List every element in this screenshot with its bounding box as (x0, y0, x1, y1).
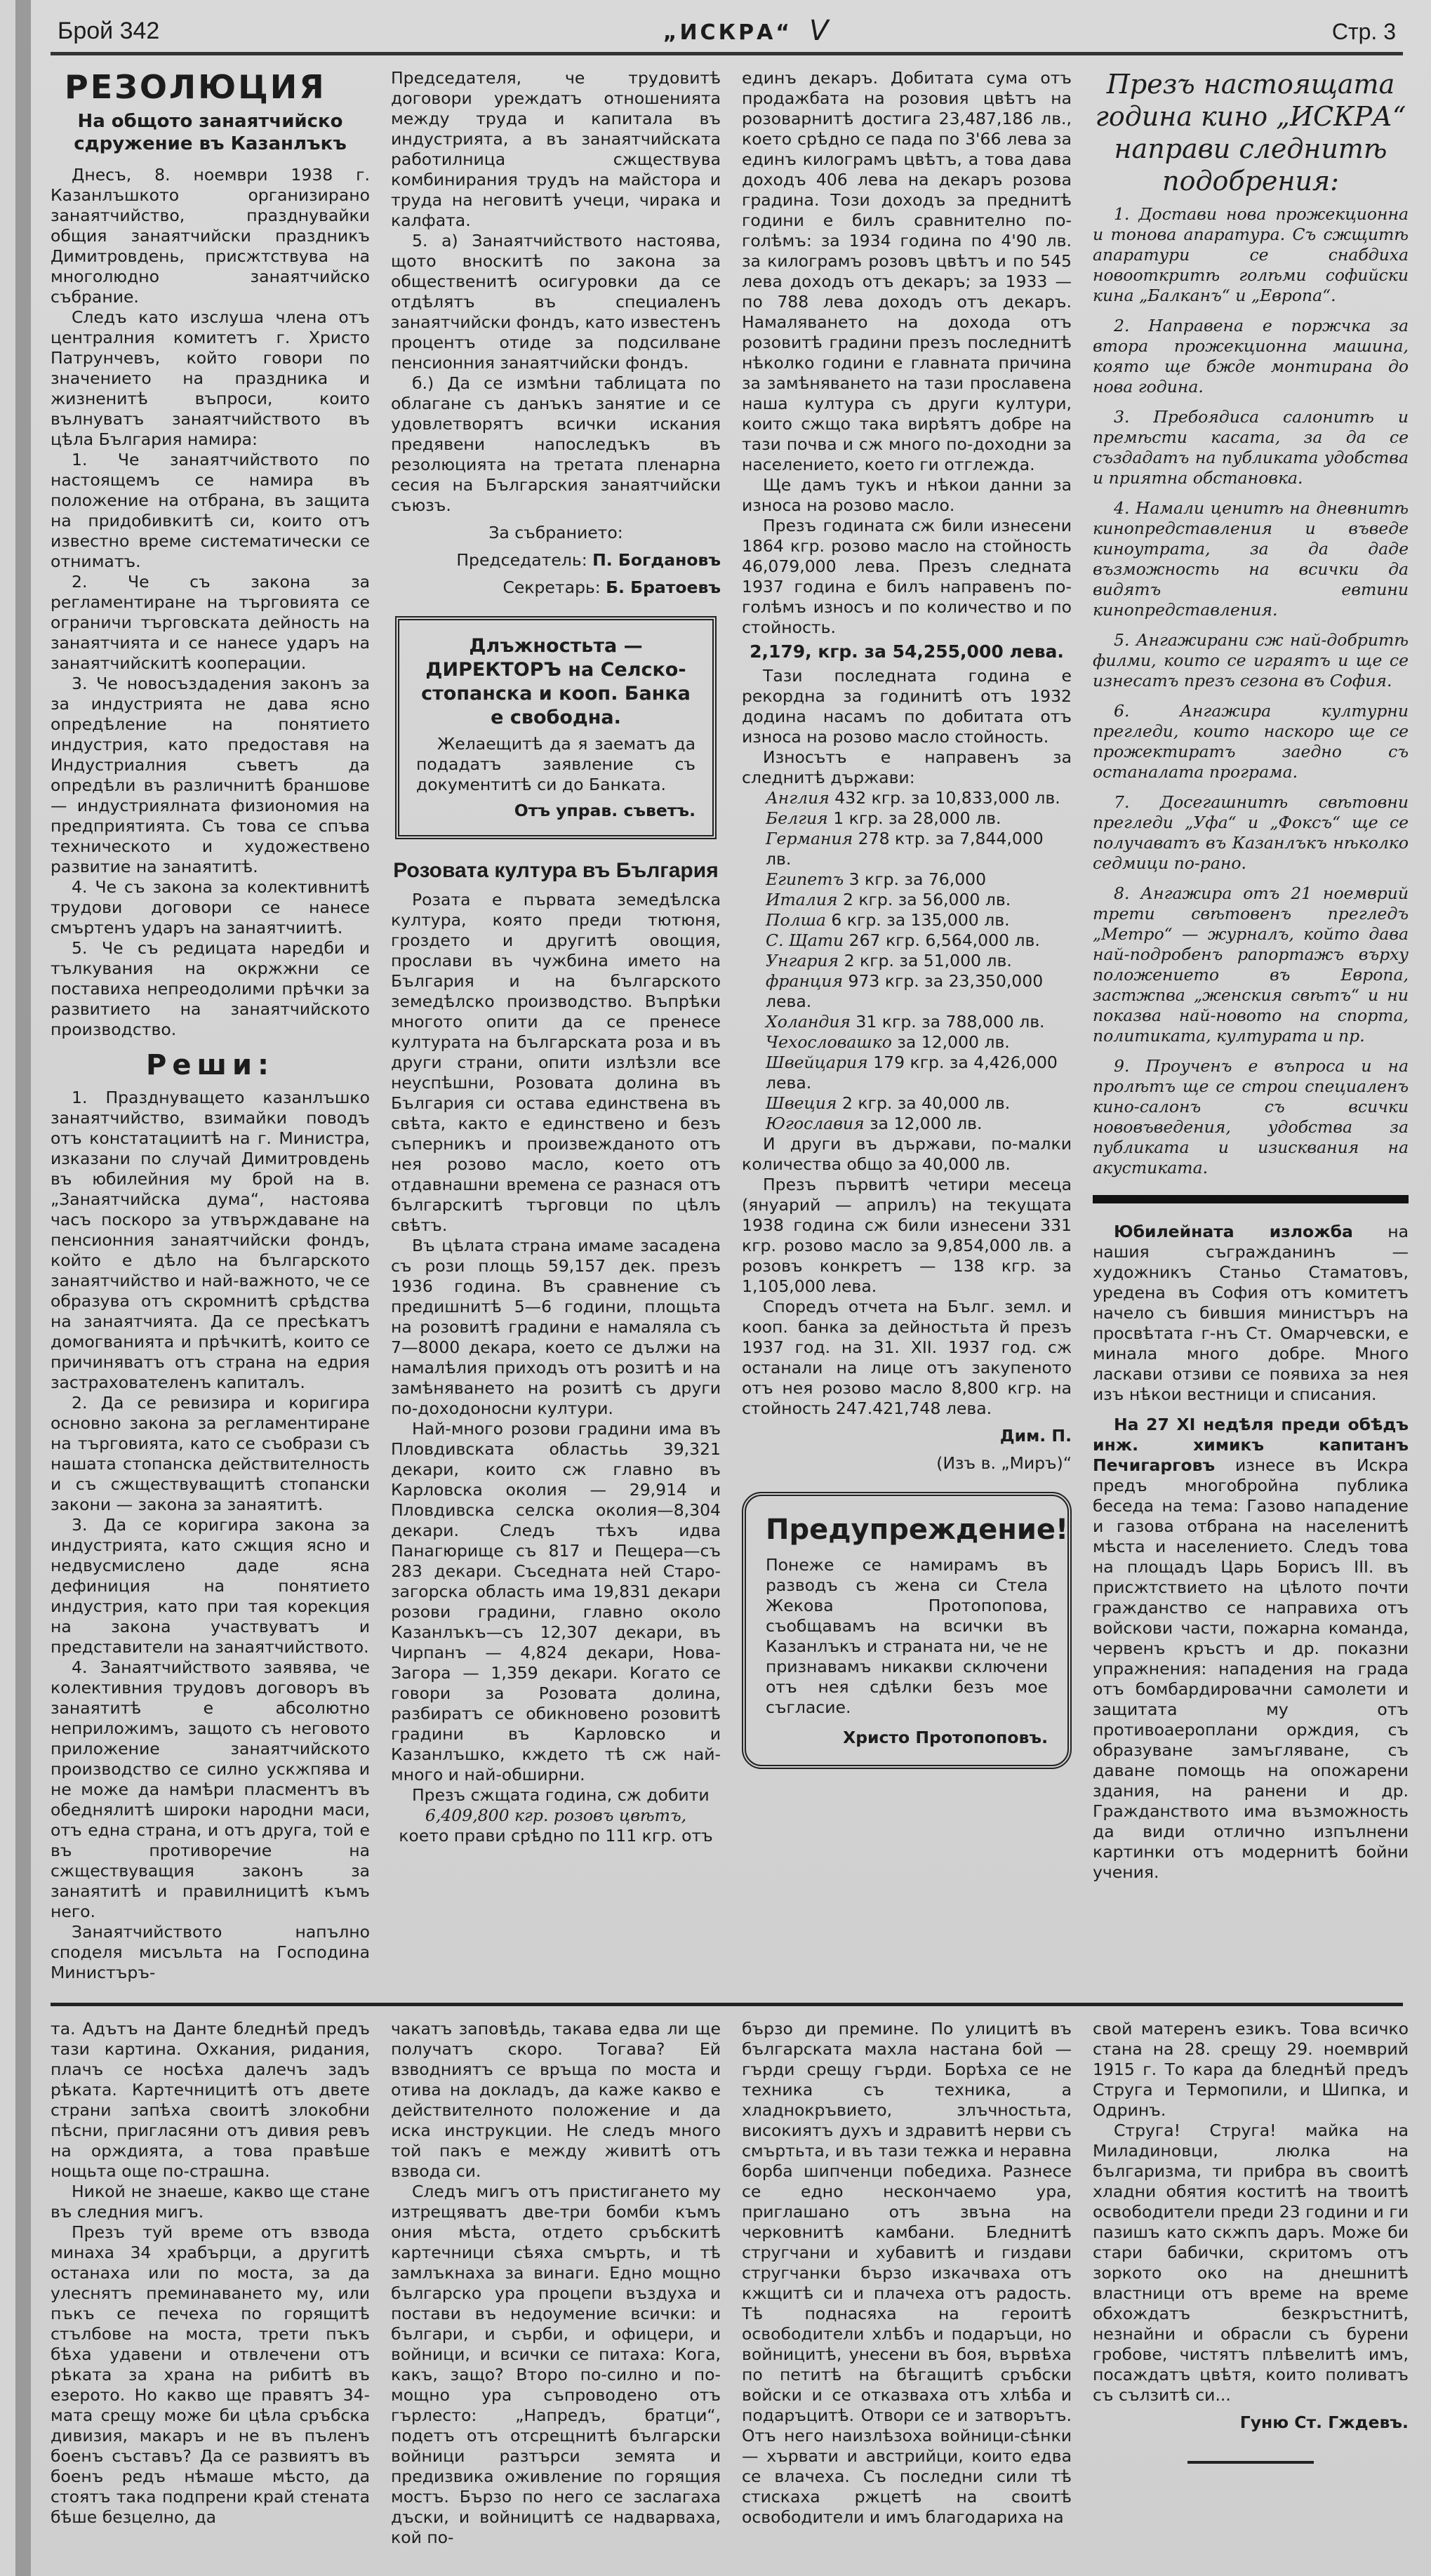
export-amount: 2 кгр. за 51,000 лв. (844, 951, 1012, 970)
export-row (742, 1093, 1072, 1114)
warning-notice (742, 1492, 1072, 1769)
finding-item: 1. Че занаятчийството по настоящемъ се намира въ положение на отбрана, въ защита на придобивкитѣ си, които отъ известно време систематически се отниматъ. (51, 450, 370, 571)
checkmark-annotation: V (809, 15, 829, 47)
sign-for: За събранието: (488, 523, 623, 542)
story-paragraph: Никой не знаеше, какво ще стане въ следния мигъ. (51, 2182, 370, 2222)
export-country: Италия (766, 890, 838, 909)
rose-paragraph: Тази последната година е рекордна за годинитѣ отъ 1932 додина насамъ по добитата отъ износа на розово масло стойность. (742, 666, 1072, 747)
finding-item: 5. Че съ редицата наредби и тълкувания на окржжни се поставиха непреодолими прѣчки за развитието на занаятчийското производство. (51, 938, 370, 1039)
rose-closing: Презъ първитѣ четири месеца (януарий — априлъ) на текущата 1938 година сж били изнесени 331 кгр. розово масло за 9,854,000 лв. а розовъ конкретъ — 138 кгр. за 1,105,000 лева. (742, 1175, 1072, 1296)
cinema-item: 1. Достави нова прожекционна и тонова апаратура. Съ сжщитѣ апаратури се снабдиха новооткритѣ голѣми софийски кина „Балканъ“ и „Европа“. (1093, 204, 1409, 305)
news-lead: На 27 XI недѣля преди обѣдъ инж. химикъ капитанъ Печигарговъ (1093, 1415, 1409, 1475)
export-country: Югославия (766, 1114, 865, 1133)
masthead-title: „ИСКРА“ (663, 20, 793, 45)
rose-paragraph: Въ цѣлата страна имаме засадена съ рози площь 59,157 дек. презъ 1936 година. Въ сравнение съ предишнитѣ 5—6 години, площьта на розовитѣ градини е намаляла съ 7—8000 декара, което се дължи на намалѣлия приходъ отъ розитѣ и на замѣняването на розитѣ съ други по-доходоносни култури. (391, 1236, 721, 1418)
rose-author: Дим. П. (999, 1426, 1072, 1446)
top-section (51, 68, 1409, 1983)
rose-article-title: Розовата култура въ България (393, 859, 719, 882)
export-amount: 31 кгр. за 788,000 лв. (856, 1012, 1045, 1032)
rose-paragraph: Презъ сжщата година, сж добити (412, 1785, 710, 1805)
cinema-item: 7. Досегашнитѣ свѣтовни прегледи „Уфа“ и „Фоксъ“ ще се получаватъ въ Казанлъкъ нѣколко седмици по-рано. (1093, 792, 1409, 873)
issue-number: Брой 342 (58, 18, 160, 44)
story-column-1 (51, 2019, 370, 2528)
export-amount: 432 кгр. за 10,833,000 лв. (834, 788, 1060, 808)
cinema-item: 2. Направена е поржчка за втора прожекционна машина, която ще бжде монтирана до нова година. (1093, 316, 1409, 396)
decided-heading: Реши: (146, 1049, 274, 1081)
resolution-continued: Председателя, че трудовитѣ договори уреждатъ отношенията между труда и капитала въ индустрията, а въ занаятчийската работилница сжществува комбинирания трудъ на майстора и труда на неговитѣ учеци, чирака и калфата. (391, 68, 721, 230)
export-country: С. Щати (766, 930, 844, 950)
story-paragraph: Следъ мигъ отъ пристигането му изтрещяватъ две-три бомби къмъ ония мѣста, отдето сръбскитѣ картечници сѣяха смърть, и тѣ замлъкнаха за винаги. Едно мощно българско ура процепи въздуха и постави въ недоумение всички: и българи, и сърби, и офицери, и войници, и всички се питаха: Кога, какъ, защо? Второ по-силно и по-мощно ура съпроводено отъ гърлесто: „Напредъ, братци“, подетъ отъ отсрещнитѣ български войници разтърси земята и предизвика оживление по горящия мостъ. Бързо по него се заслагаха дъски, и войницитѣ се надварваха, кой по- (391, 2182, 721, 2547)
masthead (663, 17, 829, 45)
secretary-signature (391, 578, 721, 598)
story-paragraph: свой матеренъ езикъ. Това всичко стана на 28. срещу 29. ноемврий 1915 г. То кара да бледнѣй предъ Струга и Термопили, и Шипка, и Одринъ. (1093, 2019, 1409, 2120)
export-amount: 6 кгр. за 135,000 лв. (831, 910, 1010, 930)
export-amount: 179 кгр. за 4,426,000 лева. (766, 1053, 1058, 1093)
story-paragraph: Струга! Струга! майка на Миладиновци, люлка на българизма, ти прибра въ своитѣ хладни обятия коститѣ на твоитѣ освободители преди 23 години и ги пазишъ като скжпъ даръ. Може би стари бабички, скритомъ отъ зоркото око на днешнитѣ властници отъ време на време обхождатъ безкръстнитѣ, незнайни и обрасли съ бурени гробове, чистятъ плѣвелитѣ имъ, посаждатъ цвѣтя, които поливатъ съ сълзитѣ си... (1093, 2121, 1409, 2405)
decision-item: 1. Празднуващето казанлъшко занаятчийство, взимайки поводъ отъ констатациитѣ на г. Министра, изказани по случай Димитровдень въ юбилейния му брой на в. „Занаятчийска дума“, настоява часъ поскоро за утвърждаване на пенсионния занаятчийски фондъ, който е дѣло на българското занаятчийство и най-важното, че се образува отъ скромнитѣ срѣдства на занаятчията. Да се пресѣкатъ домогванията и прѣчкитѣ, които се причиняватъ отъ страна на едрия застрахователенъ капиталъ. (51, 1088, 370, 1392)
export-row (742, 971, 1072, 1012)
secretary-label: Секретарь: (502, 578, 601, 597)
export-amount: 267 кгр. 6,564,000 лв. (848, 930, 1040, 950)
news-body: изнесе въ Искра предъ многобройна публика беседа на тема: Газово нападение и газова отбрана на населенитѣ мѣста и населението. Следъ това на площадъ Царь Борисъ III. въ присжтствието на цѣлото почти гражданство се направиха отъ войскови части, пожарна команда, червенъ кръстъ и др. показни упражнения: нападения на града отъ бомбардировачни самолети и защитата му отъ противоаероплани орждия, съ образуване замъгляване, съ даване помощь на опожарени здания, на ранени и др. Гражданството има възможность да види отлично изпълнени картинки отъ модернитѣ бойни учения. (1093, 1455, 1409, 1882)
story-author: Гуню Ст. Гждевъ. (1239, 2413, 1409, 2432)
decision-item: 3. Да се коригира закона за индустрията, като сжщия ясно и недвусмислено даде ясна дефиниция на понятието индустрия, като при тая корекция на закона участвуватъ и представители на занаятчийството. (51, 1515, 370, 1657)
warning-body: Понеже се намирамъ въ разводъ съ жена си Стела Жекова Протопопова, съобщавамъ на всички въ Казанлъкъ и страната ни, че не признавамъ никакви сключени отъ нея сдѣлки безъ мое съгласие. (766, 1555, 1048, 1717)
export-amount: за 12,000 лв. (870, 1114, 983, 1133)
page-header (51, 17, 1403, 55)
decision-item: 4. Занаятчийството заявява, че колективния трудовъ договоръ въ занаятитѣ е абсолютно неприложимъ, защото съ неговото приложение занаятчийското производство се силно ускжпява и не може да намѣри пласментъ въ обеднялитѣ широки народни маси, отъ една страна, и отъ друга, той е въ противоречие на сжществуващия законъ за занаятитѣ и правилницитѣ къмъ него. (51, 1657, 370, 1921)
resolution-title: РЕЗОЛЮЦИЯ (65, 68, 326, 106)
rose-paragraph: Презъ годината сж били изнесени 1864 кгр. розово масло на стойность 46,079,000 лева. Презъ следната 1937 година е билъ направенъ по-голѣмъ износъ и по количество и по стойность. (742, 516, 1072, 637)
story-paragraph: та. Адътъ на Данте бледнѣй предъ тази картина. Охкания, ридания, плачъ се носѣха далечъ задъ рѣката. Картечницитѣ отъ двете страни запѣха своитѣ злокобни пѣсни, пригласяни отъ дивия ревъ на орждията, а това правѣше нощьта още по-страшна. (51, 2019, 370, 2181)
chair-name: П. Богдановъ (592, 550, 721, 570)
rose-closing: Споредъ отчета на Бълг. земл. и кооп. банка за дейностьта й презъ 1937 год. на 31. XII. 1937 год. сж останали на лице отъ закупеното отъ нея розово масло 8,800 кгр. на стойность 247.421,748 лева. (742, 1297, 1072, 1418)
resolution-subtitle: На общото занаятчийско сдружение въ Казанлъкъ (74, 111, 347, 154)
chair-signature (391, 550, 721, 570)
story-column-2 (391, 2019, 721, 2548)
bank-notice-signature: Отъ управ. съветъ. (514, 801, 695, 820)
news-item (1093, 1222, 1409, 1405)
export-row (742, 1114, 1072, 1134)
export-row (742, 869, 1072, 890)
news-lead: Юбилейната изложба (1114, 1222, 1353, 1241)
export-row (742, 1012, 1072, 1032)
cinema-item: 3. Пребоядиса салонитѣ и премѣсти касата, за да се създадатъ на публиката удобства и приятна обстановка. (1093, 407, 1409, 488)
cinema-item: 4. Намали ценитѣ на дневнитѣ кинопредставления и въведе киноутрата, за да даде възможность на всички да видятъ евтини кинопредставления. (1093, 498, 1409, 620)
cinema-title: Презъ настоящата година кино „ИСКРА“ направи следнитѣ подобрения: (1095, 69, 1406, 196)
warning-title: Предупреждение! (766, 1514, 1069, 1546)
cinema-item: 8. Ангажира отъ 21 ноемврий трети свѣтовенъ прегледъ „Метро“ — журналъ, който дава най-подробенъ рапортажъ върху положението въ Европа, застжпва „женския свѣтъ“ и ни показва най-новото на спорта, политиката, културата и пр. (1093, 883, 1409, 1046)
finding-item: 4. Че съ закона за колективнитѣ трудови договори се нанесе смъртенъ ударъ на занаятчиитѣ. (51, 877, 370, 937)
news-item (1093, 1415, 1409, 1883)
bank-notice (395, 616, 717, 839)
secretary-name: Б. Братоевъ (606, 578, 721, 597)
bank-notice-title: Длъжностьта — ДИРЕКТОРЪ на Селско-стопанска и кооп. Банка е свободна. (421, 635, 691, 728)
story-paragraph: бързо ди премине. По улицитѣ въ българската махла настана бой — гърди срещу гърди. Борѣха се не техника съ техника, а хладнокръвието, злъчностьта, високиятъ духъ и здравитѣ нерви съ смъртьта, и въ тази тежка и неравна борба шипченци победиха. Разнесе се едно нескончаемо ура, приглашано отъ звъна на черковнитѣ камбани. Бледнитѣ стругчани и хубавитѣ и гиздави стругчанки бързо изкачваха отъ кжщитѣ си и плачеха отъ радость. Тѣ поднасяха на героитѣ освободители хлѣбъ и подаръци, но войницитѣ, унесени въ боя, вървѣха по петитѣ на бѣгащитѣ сръбски войски и се отказваха отъ хлѣба и подаръцитѣ. Отвори се и затворътъ. Отъ него наизлѣзоха войници-сѣнки — хървати и австрийци, които едва се влачеха. Съ последни сили тѣ стискаха ржцетѣ на своитѣ освободители и имъ благодариха на (742, 2019, 1072, 2527)
cinema-item: 9. Проученъ е въпроса и на пролѣтъ ще се строи специаленъ кино-салонъ съ всички нововъведения, удобства за публиката и изисквания на акустиката. (1093, 1056, 1409, 1177)
export-row (742, 910, 1072, 930)
rose-source: (Изъ в. „Миръ)“ (936, 1453, 1072, 1473)
section-divider (1093, 1195, 1409, 1203)
export-country: Чехословашко (766, 1032, 892, 1052)
rose-paragraph: Розата е първата земедѣлска култура, която преди тютюня, гроздето и другитѣ овощия, прослави въ чужбина името на България и на българското земедѣлско производство. Въпрѣки многото опити да се пренесе културата на българската роза и въ други страни, опити излѣзли все неуспѣшни, Розовата долина въ България си остава единствена въ свѣта, както е единствено и безъ съперникъ и произвежданото отъ нея розово масло, което отъ отдавнашни времена се разнася отъ българскитѣ търговци по цѣлъ свѣтъ. (391, 890, 721, 1235)
export-country: Швейцария (766, 1053, 868, 1072)
rose-paragraph: Износътъ е направенъ за следнитѣ държави: (742, 747, 1072, 787)
newspaper-page (15, 0, 1431, 2576)
export-country: Белгия (766, 808, 828, 828)
export-country: Холандия (766, 1012, 851, 1032)
export-country: Полша (766, 910, 826, 930)
rose-paragraph: Ще дамъ тукъ и нѣкои данни за износа на розово масло. (742, 475, 1072, 515)
export-amount: 278 ктр. за 7,844,000 лв. (766, 829, 1044, 869)
warning-signature: Христо Протопоповъ. (843, 1728, 1048, 1747)
section-rule (51, 2003, 1403, 2006)
export-amount: 2 кгр. за 40,000 лв. (841, 1093, 1011, 1113)
rose-export-total: 2,179, кгр. за 54,255,000 лева. (750, 641, 1064, 662)
export-amount: за 12,000 лв. (897, 1032, 1010, 1052)
chair-label: Председатель: (456, 550, 587, 570)
story-paragraph: чакатъ заповѣдь, такава едва ли ще получатъ скоро. Тогава? Ей взводниятъ се връща по моста и отива на докладъ, да каже какво е действителното положение и да иска инструкции. Не следъ много той пакъ е между живитѣ отъ взвода си. (391, 2019, 721, 2181)
news-body: на нашия съгражданинъ — художникъ Станьо Стаматовъ, уредена въ София отъ комитетъ начело съ бившия министъръ на просвѣтата г-нъ Ст. Омарчевски, е минала много добре. Много ласкави отзиви се появиха за нея изъ нѣкои вестници и списания. (1093, 1222, 1409, 1404)
export-amount: 3 кгр. за 76,000 (848, 869, 987, 889)
export-row (742, 1053, 1072, 1093)
end-rule (1187, 2461, 1314, 2464)
export-row (742, 808, 1072, 829)
rose-paragraph: което прави срѣдно по 111 кгр. отъ (399, 1826, 713, 1846)
export-amount: 973 кгр. за 23,350,000 лева. (766, 971, 1044, 1011)
bottom-story (51, 2019, 1409, 2548)
page-number: Стр. 3 (1331, 19, 1396, 44)
story-column-3 (742, 2019, 1072, 2528)
story-paragraph: Презъ туй време отъ взвода минаха 34 храбърци, а другитѣ останаха или по моста, за да улеснятъ преминаването му, или пъкъ се печеха по горящитѣ стълбове на моста, трети пъкъ бѣха удавени и отвлечени отъ рѣката за храна на рибитѣ въ езерото. Но какво ще правятъ 34-мата срещу може би цѣла сръбска дивизия, макаръ и не въ пъленъ боенъ съставъ? Да се развиятъ въ боенъ редъ нѣмаше мѣсто, да стоятъ така подпрени край стената бѣше безцелно, да (51, 2222, 370, 2527)
resolution-continued: 5. а) Занаятчийството настоява, щото вноскитѣ по закона за общественитѣ осигуровки да се отдѣлятъ въ специаленъ занаятчийски фондъ, като известенъ процентъ отиде за подсилване пенсионния занаятчийски фондъ. (391, 231, 721, 373)
export-list (742, 788, 1072, 1134)
decision-item: 2. Да се ревизира и коригира основно закона за регламентиране на търговията, като се съобрази съ нашата стопанска действителность и съ сжществуващитѣ стопански закони — закона за занаятитѣ. (51, 1393, 370, 1514)
third-column (742, 68, 1072, 1769)
rose-paragraph: единъ декаръ. Добитата сума отъ продажбата на розовия цвѣтъ на розоварнитѣ достига 23,487,186 лв., което срѣдно се пада по 3'66 лева за единъ килограмъ цвѣтъ, а това дава доходъ 406 лева на декаръ розова градина. Този доходъ за преднитѣ години е билъ сравнително по-голѣмъ: за 1934 година по 4'90 лв. за килограмъ розовъ цвѣтъ и по 545 лева доходъ отъ декаръ; за 1933 — по 788 лева доходъ отъ декаръ. Намаляването на дохода отъ розовитѣ градини презъ последнитѣ нѣколко години е главната причина за замѣняването на тази прославена наша култура съ други култури, които сжщо така вирѣятъ добре на тази почва и сж много по-доходни за населението, което ги отглежда. (742, 68, 1072, 474)
cinema-item: 5. Ангажирани сж най-добритѣ филми, които се играятъ и ще се изнесатъ презъ сезона въ София. (1093, 630, 1409, 690)
export-row (742, 930, 1072, 951)
export-row (742, 890, 1072, 910)
bank-notice-body: Желаещитѣ да я заематъ да подадатъ заявление съ документитѣ си до Банката. (416, 734, 695, 794)
rose-highlight: 6,409,800 кгр. розовъ цвѣтъ, (425, 1806, 687, 1825)
rose-paragraph: Най-много розови градини има въ Пловдивската областьь 39,321 декари, които сж главно въ Карловска околия — 29,914 и Пловдивска селска околия—8,304 декари. Следъ тѣхъ идва Панагюрище съ 817 и Пещера—съ 283 декари. Съседната ней Старо-загорска область има 19,831 декари розови градини, главно около Казанлъкъ—съ 12,307 декари, въ Чирпанъ — 4,824 декари, Нова-Загора — 1,359 декари. Когато се говори за Розовата долина, разбиратъ се обикновено розовитѣ градини въ Карловско и Казанлъшко, кждето тѣ сж най-много и най-обширни. (391, 1419, 721, 1784)
export-row (742, 788, 1072, 808)
finding-item: 2. Че съ закона за регламентиране на търговията се ограничи търговската дейность на занаятчията и се нанесе ударъ на занаятчийскитѣ кооперации. (51, 572, 370, 673)
export-row (742, 951, 1072, 971)
export-row (742, 1032, 1072, 1053)
export-country: Швеция (766, 1093, 837, 1113)
story-column-4 (1093, 2019, 1409, 2464)
finding-item: 3. Че новосъздадения законъ за за индустрията не дава ясно опредѣление на понятието индустрия, като предоставя на Индустриалния съветъ да опредѣли въ различнитѣ браншове — индустриялната физиономия на предприятията. Съ това се спъва техническото и художествено развитие на занаятитѣ. (51, 674, 370, 876)
resolution-column (51, 68, 370, 1983)
export-amount: 1 кгр. за 28,000 лв. (833, 808, 1001, 828)
resolution-intro: Следъ като изслуша члена отъ централния комитетъ г. Христо Патрунчевъ, който говори по значението на праздника и жизненитѣ въпроси, които вълнуватъ занаятчийството въ цѣла България намира: (51, 307, 370, 449)
resolution-continued: б.) Да се измѣни таблицата по облагане съ данъкъ занятие и се удовлетворятъ всички искания предявени напоследъкъ въ резолюцията на третата пленарна сесия на Българския занаятчийски съюзъ. (391, 373, 721, 515)
export-country: Германия (766, 829, 853, 848)
export-country: Унгария (766, 951, 839, 970)
fourth-column (1093, 68, 1409, 1893)
export-row (742, 829, 1072, 869)
cinema-item: 6. Ангажира културни прегледи, които наскоро ще се прожектиратъ заедно съ останалата програма. (1093, 701, 1409, 782)
export-country: Египетъ (766, 869, 844, 889)
resolution-intro: Днесъ, 8. ноември 1938 г. Казанлъшкото организирано занаятчийство, празднувайки общия занаятчийски праздникъ Димитровдень, присжтствува на многолюдно занаятчийско събрание. (51, 165, 370, 307)
export-country: франция (766, 971, 844, 991)
decision-item: Занаятчийството напълно споделя мисъльта на Господина Министъръ- (51, 1922, 370, 1982)
export-country: Англия (766, 788, 830, 808)
second-column (391, 68, 721, 1846)
export-amount: 2 кгр. за 56,000 лв. (842, 890, 1011, 909)
rose-closing: И други въ държави, по-малки количества общо за 40,000 лв. (742, 1134, 1072, 1174)
